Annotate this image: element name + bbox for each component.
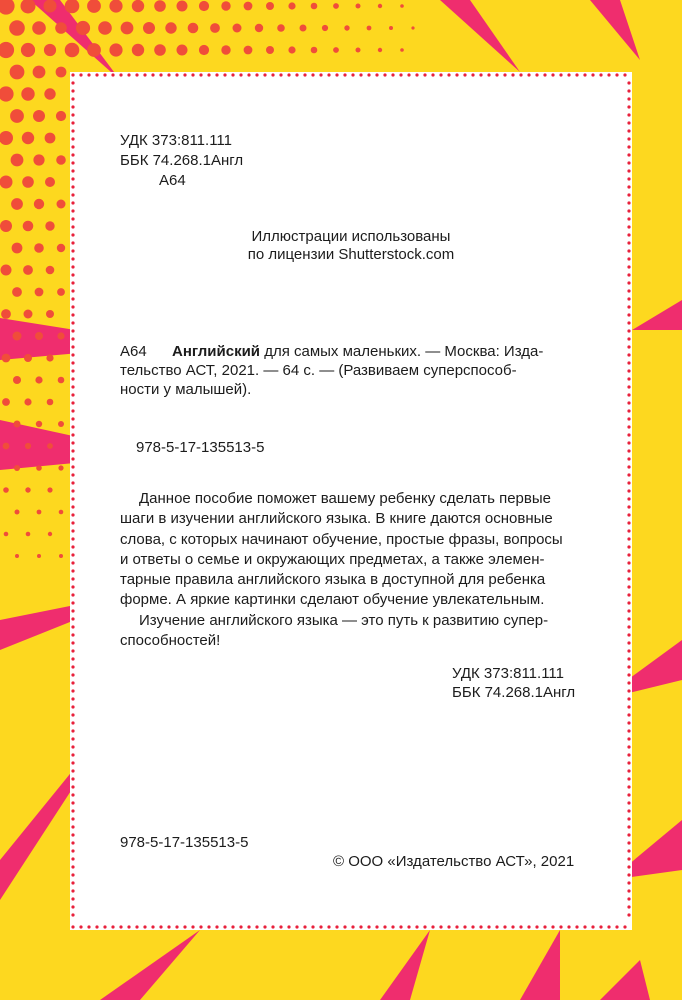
bbk-code: ББК 74.268.1Англ xyxy=(120,152,244,169)
book-title: Английский xyxy=(172,343,261,360)
halftone-dot xyxy=(37,554,41,558)
halftone-dot xyxy=(57,288,65,296)
halftone-dot xyxy=(24,398,31,405)
halftone-dot xyxy=(23,265,33,275)
halftone-dot xyxy=(33,66,46,79)
halftone-dot xyxy=(44,44,56,56)
bibliographic-line-2: тельство АСТ, 2021. — 64 с. — (Развиваем суперспособ- xyxy=(120,362,517,379)
halftone-dot xyxy=(378,4,382,8)
halftone-dot xyxy=(48,532,52,536)
halftone-dot xyxy=(143,22,155,34)
udk-code: УДК 373:811.111 xyxy=(120,132,232,149)
pink-ray xyxy=(520,930,560,1000)
halftone-dot xyxy=(44,0,57,13)
pink-ray xyxy=(590,0,640,60)
halftone-dot xyxy=(177,1,188,12)
annotation-line: форме. А яркие картинки сделают обучение увлекательным. xyxy=(120,591,545,608)
halftone-dot xyxy=(356,4,361,9)
halftone-dot xyxy=(76,21,90,35)
halftone-dot xyxy=(58,421,64,427)
halftone-dot xyxy=(56,67,67,78)
pink-ray xyxy=(380,930,430,1000)
halftone-dot xyxy=(177,45,188,56)
halftone-dot xyxy=(33,110,45,122)
halftone-dot xyxy=(1,265,12,276)
halftone-dot xyxy=(188,23,199,34)
halftone-dot xyxy=(10,65,25,80)
halftone-dot xyxy=(0,131,13,145)
halftone-dot xyxy=(311,47,318,54)
halftone-dot xyxy=(311,3,318,10)
halftone-dot xyxy=(46,266,55,275)
pink-ray xyxy=(600,960,650,1000)
halftone-dot xyxy=(56,111,66,121)
annotation-line: способностей! xyxy=(120,632,221,649)
halftone-dot xyxy=(24,310,33,319)
halftone-dot xyxy=(266,46,274,54)
bbk-code-bottom: ББК 74.268.1Англ xyxy=(452,684,576,701)
halftone-dot xyxy=(12,287,22,297)
halftone-dot xyxy=(21,0,36,14)
isbn-top: 978-5-17-135513-5 xyxy=(136,439,265,456)
halftone-dot xyxy=(2,354,11,363)
halftone-dot xyxy=(59,554,63,558)
halftone-dot xyxy=(11,198,23,210)
halftone-dot xyxy=(233,24,242,33)
halftone-dot xyxy=(46,354,53,361)
annotation-line: Изучение английского языка — это путь к развитию супер- xyxy=(139,612,549,629)
halftone-dot xyxy=(4,532,9,537)
halftone-dot xyxy=(3,443,10,450)
annotation-line: слова, с которых начинают обучение, простые фразы, вопросы xyxy=(120,531,563,548)
halftone-dot xyxy=(199,1,209,11)
halftone-dot xyxy=(45,133,56,144)
illustrations-credit-line1: Иллюстрации использованы xyxy=(251,228,451,245)
halftone-dot xyxy=(333,3,339,9)
halftone-dot xyxy=(46,310,54,318)
halftone-dot xyxy=(36,465,42,471)
halftone-dot xyxy=(13,376,21,384)
halftone-dot xyxy=(10,109,24,123)
halftone-dot xyxy=(32,21,46,35)
isbn-bottom: 978-5-17-135513-5 xyxy=(120,834,249,851)
halftone-dot xyxy=(11,154,24,167)
halftone-dot xyxy=(300,25,307,32)
halftone-dot xyxy=(288,2,295,9)
halftone-dot xyxy=(21,87,34,100)
halftone-dot xyxy=(47,399,54,406)
halftone-dot xyxy=(400,4,404,8)
halftone-dot xyxy=(255,24,263,32)
halftone-dot xyxy=(57,200,66,209)
pink-ray xyxy=(100,930,200,1000)
halftone-dot xyxy=(356,48,361,53)
halftone-dot xyxy=(47,487,52,492)
halftone-dot xyxy=(22,132,34,144)
bibliographic-code: А64 xyxy=(120,343,147,360)
halftone-dot xyxy=(1,309,11,319)
halftone-dot xyxy=(154,44,166,56)
halftone-dot xyxy=(0,0,15,15)
halftone-dot xyxy=(58,377,65,384)
halftone-dot xyxy=(322,25,328,31)
halftone-dot xyxy=(333,47,339,53)
halftone-dot xyxy=(411,26,414,29)
halftone-dot xyxy=(59,510,64,515)
author-mark: А64 xyxy=(159,172,186,189)
pink-ray xyxy=(632,300,682,330)
halftone-dot xyxy=(55,22,67,34)
halftone-dot xyxy=(132,0,144,12)
halftone-dot xyxy=(266,2,274,10)
halftone-dot xyxy=(25,487,30,492)
copyright: © ООО «Издательство АСТ», 2021 xyxy=(333,853,575,870)
halftone-dot xyxy=(3,487,9,493)
halftone-dot xyxy=(199,45,209,55)
halftone-dot xyxy=(35,288,44,297)
halftone-dot xyxy=(9,20,25,36)
halftone-dot xyxy=(109,0,122,13)
halftone-dot xyxy=(22,176,34,188)
halftone-dot xyxy=(36,421,42,427)
halftone-dot xyxy=(24,354,32,362)
halftone-dot xyxy=(15,554,19,558)
halftone-dot xyxy=(33,154,44,165)
halftone-dot xyxy=(45,177,55,187)
halftone-dot xyxy=(87,0,101,13)
halftone-dot xyxy=(25,443,31,449)
halftone-dot xyxy=(26,532,31,537)
illustrations-credit-line2: по лицензии Shutterstock.com xyxy=(247,246,455,263)
halftone-dot xyxy=(15,510,20,515)
halftone-dot xyxy=(288,46,295,53)
halftone-dot xyxy=(35,376,42,383)
halftone-dot xyxy=(165,22,176,33)
halftone-dot xyxy=(44,88,55,99)
halftone-dot xyxy=(121,22,134,35)
halftone-dot xyxy=(58,465,63,470)
annotation-line: тарные правила английского языка в доступной для ребенка xyxy=(120,571,546,588)
halftone-dot xyxy=(37,510,42,515)
halftone-dot xyxy=(47,443,53,449)
bibliographic-line-1 xyxy=(172,342,543,362)
halftone-dot xyxy=(244,46,253,55)
halftone-dot xyxy=(109,43,122,56)
halftone-dot xyxy=(21,43,35,57)
halftone-dot xyxy=(0,86,14,101)
halftone-dot xyxy=(87,43,101,57)
annotation-line: шаги в изучении английского языка. В книге даются основные xyxy=(120,510,553,527)
halftone-dot xyxy=(56,155,66,165)
halftone-dot xyxy=(0,42,14,58)
halftone-dot xyxy=(221,45,230,54)
halftone-dot xyxy=(210,23,220,33)
halftone-dot xyxy=(2,398,10,406)
halftone-dot xyxy=(98,21,112,35)
halftone-dot xyxy=(378,48,382,52)
annotation-line: и ответы о семье и окружающих предметах, а также элемен- xyxy=(120,551,545,568)
halftone-dot xyxy=(13,332,22,341)
halftone-dot xyxy=(389,26,393,30)
udk-code-bottom: УДК 373:811.111 xyxy=(452,665,564,682)
halftone-dot xyxy=(344,25,349,30)
halftone-dot xyxy=(57,332,64,339)
halftone-dot xyxy=(14,421,21,428)
annotation-line: Данное пособие поможет вашему ребенку сделать первые xyxy=(139,490,551,507)
bibliographic-line-1-rest: для самых маленьких. — Москва: Изда- xyxy=(260,343,544,360)
halftone-dot xyxy=(132,44,144,56)
halftone-dot xyxy=(35,332,43,340)
halftone-dot xyxy=(65,43,80,58)
halftone-dot xyxy=(244,2,253,11)
halftone-dot xyxy=(367,26,372,31)
halftone-dot xyxy=(154,0,166,12)
halftone-dot xyxy=(34,199,44,209)
pink-ray xyxy=(440,0,520,72)
halftone-dot xyxy=(221,1,230,10)
halftone-dot xyxy=(14,465,20,471)
halftone-dot xyxy=(0,176,13,189)
halftone-dot xyxy=(277,24,285,32)
halftone-dot xyxy=(400,48,404,52)
bibliographic-line-3: ности у малышей). xyxy=(120,381,252,398)
